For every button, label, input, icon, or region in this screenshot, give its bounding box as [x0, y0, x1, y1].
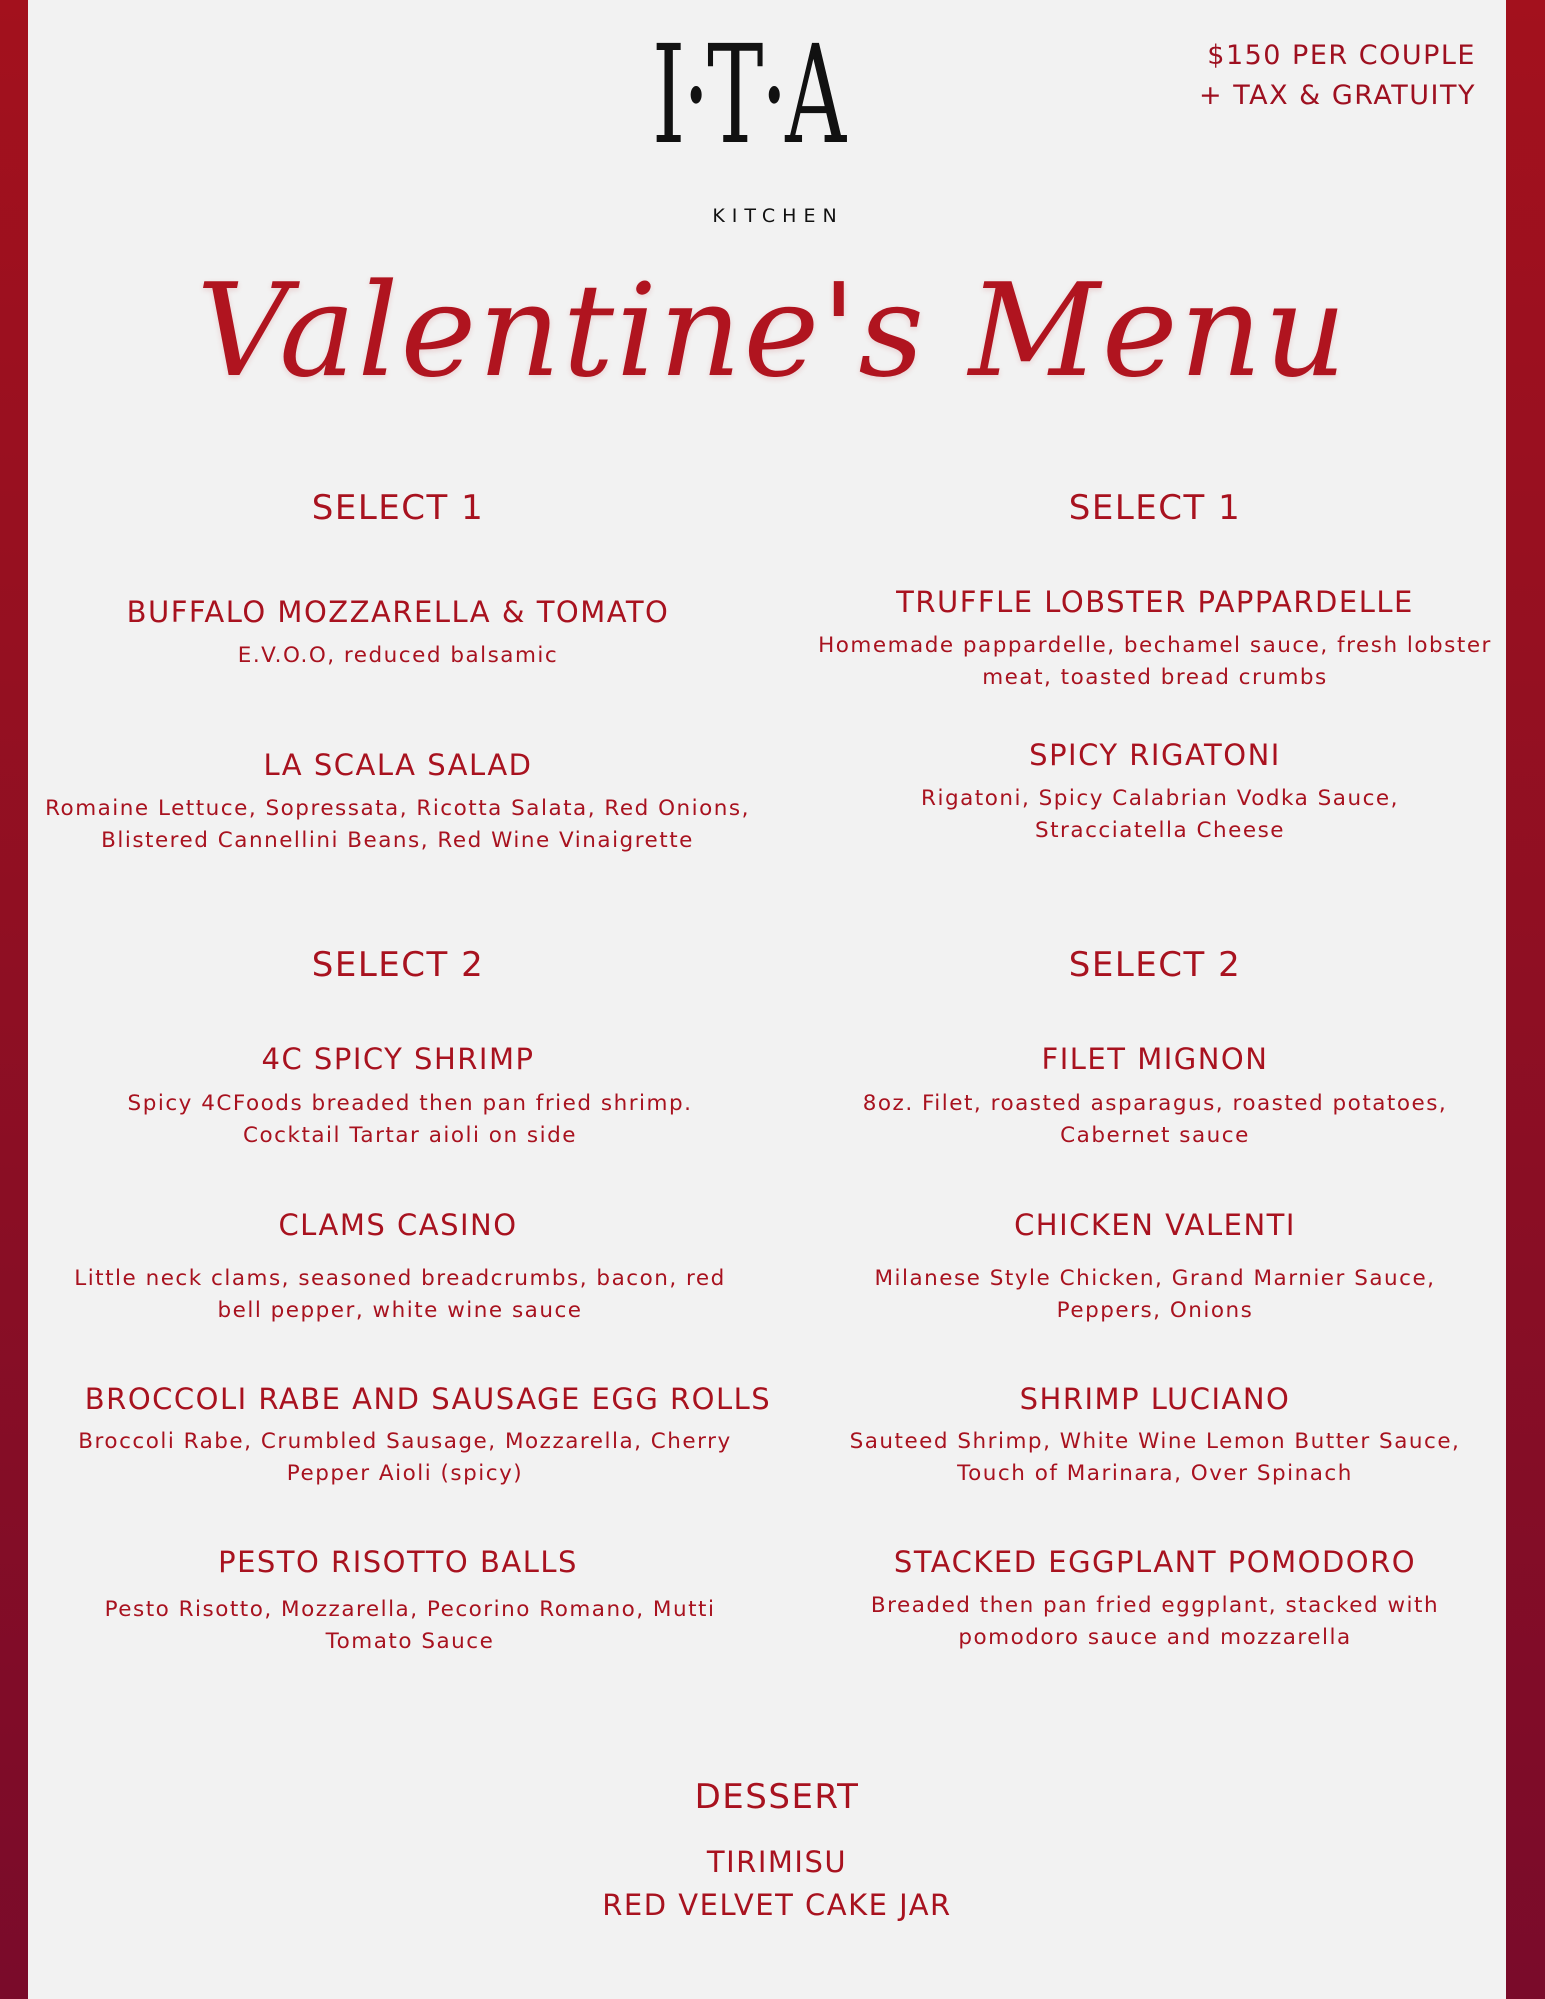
menu-item-desc: Milanese Style Chicken, Grand Marnier Sauce, Peppers, Onions [874, 1266, 1436, 1323]
menu-item-desc: Little neck clams, seasoned breadcrumbs, bacon, red bell pepper, white wine sauce [74, 1266, 726, 1323]
menu-item-desc: Breaded then pan fried eggplant, stacked with pomodoro sauce and mozzarella [870, 1593, 1440, 1650]
price-line-1: $150 PER COUPLE [1207, 40, 1476, 71]
menu-item-name: 4C SPICY SHRIMP [261, 1042, 535, 1076]
menu-title: Valentine's Menu [196, 257, 1349, 406]
menu-item-desc: Pesto Risotto, Mozzarella, Pecorino Romano, Mutti Tomato Sauce [104, 1597, 716, 1654]
menu-item-name: CLAMS CASINO [278, 1208, 518, 1242]
dessert-item: TIRIMISU [706, 1845, 848, 1879]
left-section1-heading: SELECT 1 [311, 488, 485, 528]
menu-item-desc: Romaine Lettuce, Sopressata, Ricotta Salata, Red Onions, Blistered Cannellini Beans, Red Wine Vinaigrette [45, 796, 750, 853]
price-block [1076, 36, 1476, 116]
menu-item-name: FILET MIGNON [1041, 1042, 1269, 1076]
logo-letters: I·T·A [652, 17, 844, 175]
logo-subtitle: KITCHEN [712, 205, 844, 227]
menu-item-name: CHICKEN VALENTI [1014, 1208, 1296, 1242]
menu-item-name: BROCCOLI RABE AND SAUSAGE EGG ROLLS [84, 1382, 772, 1416]
menu-item-name: PESTO RISOTTO BALLS [218, 1545, 578, 1579]
menu-item-desc: Spicy 4CFoods breaded then pan fried shrimp. Cocktail Tartar aioli on side [127, 1091, 693, 1148]
dessert-item: RED VELVET CAKE JAR [602, 1888, 952, 1922]
menu-item-desc: E.V.O.O, reduced balsamic [237, 643, 559, 668]
menu-item-desc: Broccoli Rabe, Crumbled Sausage, Mozzarella, Cherry Pepper Aioli (spicy) [78, 1429, 732, 1486]
menu-item-desc: Homemade pappardelle, bechamel sauce, fresh lobster meat, toasted bread crumbs [818, 633, 1492, 690]
menu-item-name: SHRIMP LUCIANO [1019, 1382, 1291, 1416]
left-section2-heading: SELECT 2 [311, 945, 485, 985]
menu-item-name: BUFFALO MOZZARELLA & TOMATO [126, 595, 670, 629]
dessert-heading: DESSERT [694, 1777, 860, 1817]
right-section1-heading: SELECT 1 [1068, 488, 1242, 528]
menu-item-name: TRUFFLE LOBSTER PAPPARDELLE [896, 585, 1414, 619]
menu-item-desc: Sauteed Shrimp, White Wine Lemon Butter Sauce, Touch of Marinara, Over Spinach [849, 1429, 1461, 1486]
right-section2-heading: SELECT 2 [1068, 945, 1242, 985]
menu-item-name: STACKED EGGPLANT POMODORO [893, 1545, 1417, 1579]
menu-item-name: SPICY RIGATONI [1029, 738, 1281, 772]
menu-item-desc: 8oz. Filet, roasted asparagus, roasted potatoes, Cabernet sauce [862, 1091, 1448, 1148]
price-line-2: + TAX & GRATUITY [1199, 80, 1476, 111]
menu-item-desc: Rigatoni, Spicy Calabrian Vodka Sauce, Stracciatella Cheese [921, 786, 1399, 843]
menu-item-name: LA SCALA SALAD [263, 748, 533, 782]
